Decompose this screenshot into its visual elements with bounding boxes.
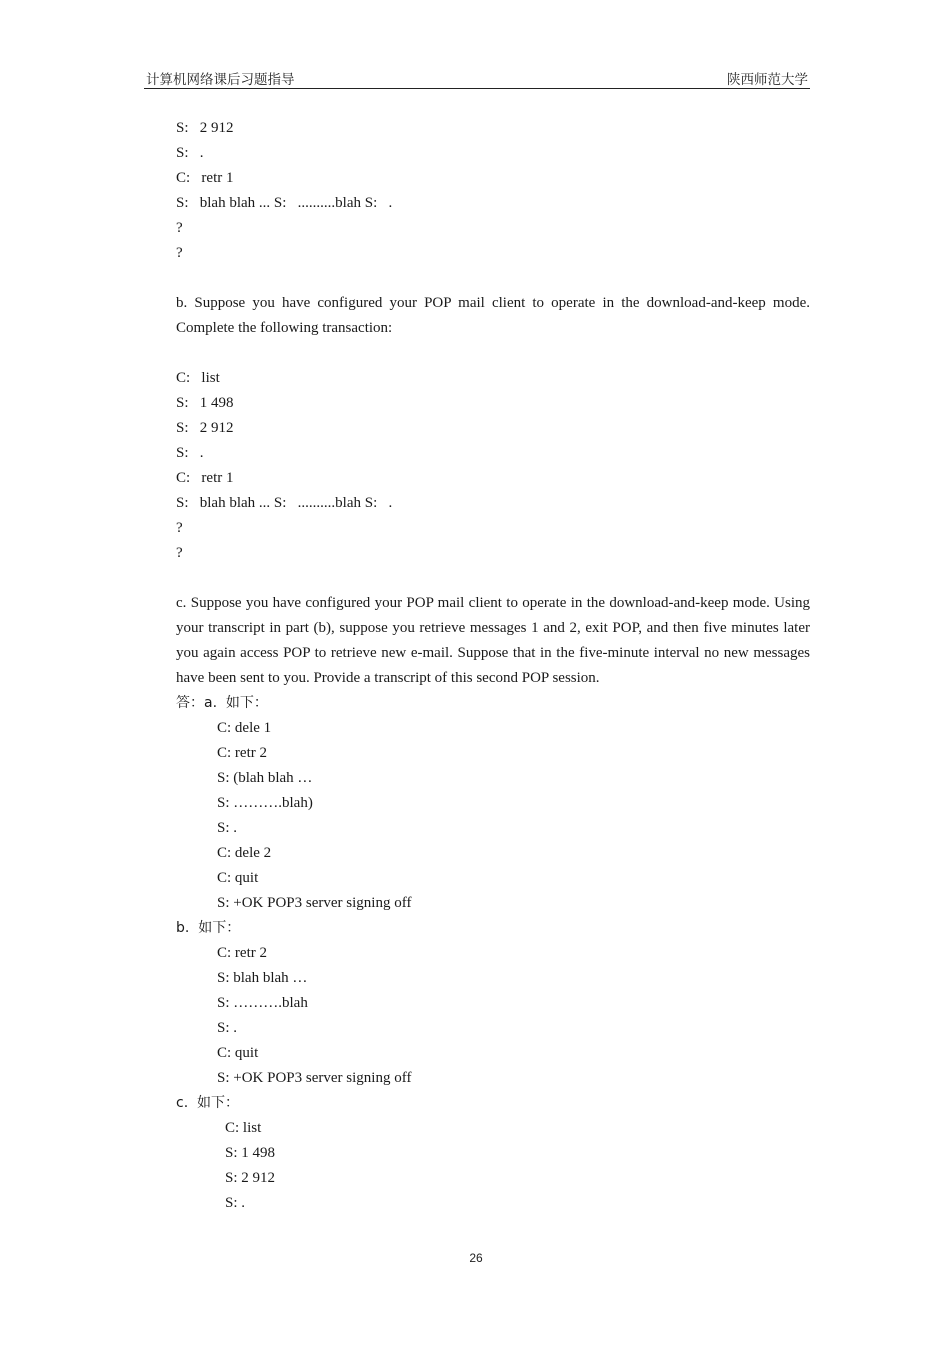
transcript-line: S: 2 912 [176, 120, 234, 136]
question-b: b. Suppose you have configured your POP mail client to operate in the download-and-keep mode. Complete the following transaction: [176, 295, 810, 336]
answer-line: C: retr 2 [217, 945, 267, 961]
transcript-line: ? [176, 220, 183, 236]
answer-b-heading: b. 如下： [176, 920, 241, 936]
answer-line: S: . [217, 820, 238, 836]
transcript-line: ? [176, 545, 183, 561]
answer-line: S: . [217, 1020, 238, 1036]
transcript-line: S: blah blah ... S: ..........blah S: . [176, 495, 393, 511]
question-c: c. Suppose you have configured your POP mail client to operate in the download-and-keep mode. Using your transcript in part (b), suppose you retrieve messages 1 and 2, exit POP, and then five minutes later you again access POP to retrieve new e-mail. Suppose that in the five-minute interval no new messages have been sent to you. Provide a transcript of this second POP session. [176, 595, 810, 686]
header-university: 陕西师范大学 [727, 72, 808, 88]
answer-line: S: 1 498 [225, 1145, 276, 1161]
transcript-a-tail [176, 116, 810, 266]
page-number: 26 [469, 1251, 483, 1265]
answer-line: S: blah blah … [217, 970, 308, 986]
answer-line: C: list [225, 1120, 262, 1136]
transcript-line: ? [176, 245, 183, 261]
transcript-line: S: . [176, 445, 204, 461]
transcript-line: S: 2 912 [176, 420, 234, 436]
answer-b-lines [176, 941, 810, 1091]
header-course-title: 计算机网络课后习题指导 [146, 72, 295, 88]
answer-line: C: quit [217, 1045, 259, 1061]
transcript-b [176, 366, 810, 566]
transcript-line: C: list [176, 370, 220, 386]
page-header [144, 68, 810, 89]
answer-line: S: 2 912 [225, 1170, 276, 1186]
transcript-line: S: . [176, 145, 204, 161]
answer-a-lines [176, 716, 810, 916]
transcript-line: S: 1 498 [176, 395, 234, 411]
answer-line: S: ……….blah [217, 995, 308, 1011]
transcript-line: C: retr 1 [176, 170, 234, 186]
answer-line: C: quit [217, 870, 259, 886]
answer-c-heading: c. 如下： [176, 1095, 240, 1111]
answer-c-lines [176, 1116, 810, 1216]
transcript-line: ? [176, 520, 183, 536]
page-content [176, 116, 810, 1216]
answer-line: C: dele 1 [217, 720, 272, 736]
answer-line: S: ……….blah) [217, 795, 313, 811]
answer-line: C: retr 2 [217, 745, 267, 761]
transcript-line: S: blah blah ... S: ..........blah S: . [176, 195, 393, 211]
answer-line: S: (blah blah … [217, 770, 313, 786]
answer-a-heading: 答：a. 如下： [176, 695, 268, 711]
answer-line: S: . [225, 1195, 246, 1211]
answer-line: S: +OK POP3 server signing off [217, 1070, 412, 1086]
transcript-line: C: retr 1 [176, 470, 234, 486]
answer-line: C: dele 2 [217, 845, 272, 861]
answer-line: S: +OK POP3 server signing off [217, 895, 412, 911]
